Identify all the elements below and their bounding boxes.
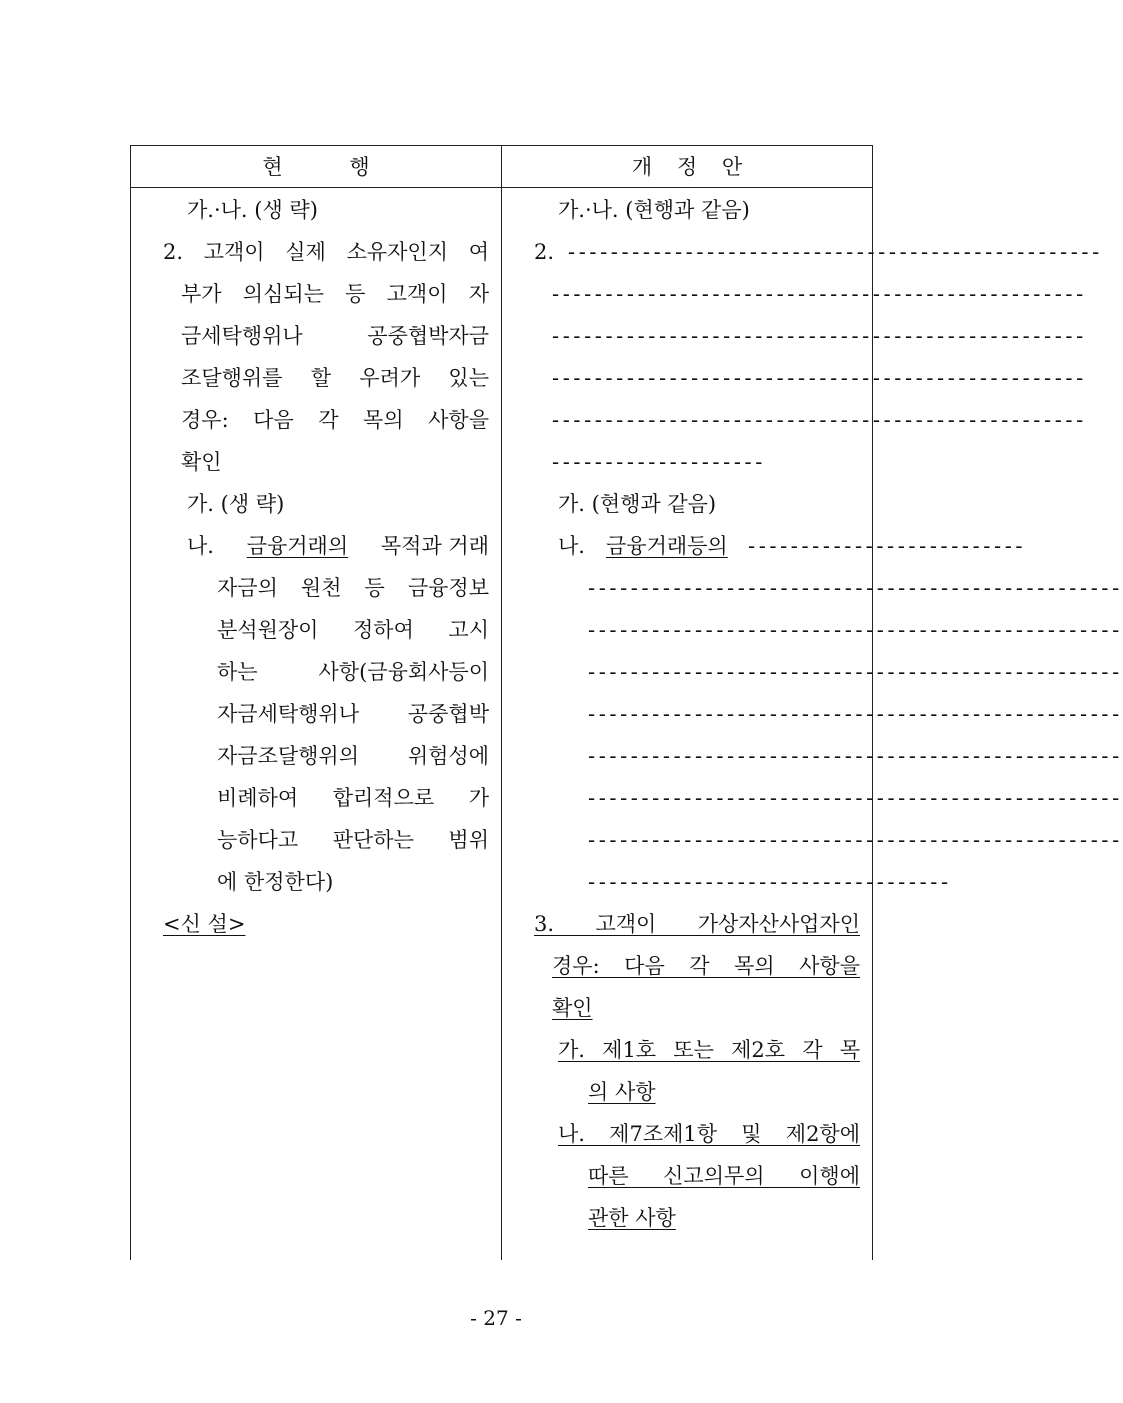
current-sub-na-line: 능하다고 판단하는 범위 [217, 828, 489, 852]
proposed-sub-ga: 가. (현행과 같음) [558, 492, 717, 516]
dash-line: -------------------------------------------------- [552, 408, 1087, 432]
new-provision-mark: <신 설> [163, 912, 246, 936]
proposed-item3-ga-line: 가. 제1호 또는 제2호 각 목 [558, 1038, 860, 1062]
current-sub-na-line: 비례하여 합리적으로 가 [217, 786, 489, 810]
current-item2-line: 금세탁행위나 공중협박자금 [181, 324, 489, 348]
proposed-item3-line: 3. 고객이 가상자산사업자인 [534, 912, 860, 936]
current-sub-ga: 가. (생 략) [187, 492, 285, 516]
dash-line: -------------------------------------------------- [588, 618, 1123, 642]
dash-line: ---------------------------------- [588, 870, 952, 894]
current-sub-na-first-line [187, 525, 489, 567]
dash-line: -------------------------------------------------- [552, 282, 1087, 306]
dash-line: -------------------------- [748, 534, 1027, 558]
dash-line: -------------------------------------------------- [552, 324, 1087, 348]
proposed-item3-line: 확인 [552, 996, 593, 1020]
current-item2-line: 확인 [181, 450, 222, 474]
dash-line: -------------------- [552, 450, 766, 474]
current-item2-line: 조달행위를 할 우려가 있는 [181, 366, 489, 390]
dash-line: -------------------------------------------------- [588, 576, 1123, 600]
dash-line: -------------------------------------------------- [552, 366, 1087, 390]
current-sub-na-line: 자금의 원천 등 금융정보 [217, 576, 489, 600]
proposed-item3-ga-line: 의 사항 [588, 1080, 656, 1104]
dash-line: -------------------------------------------------- [588, 660, 1123, 684]
proposed-sub-na-prefix: 나. [558, 534, 585, 558]
current-sub-na-line: 에 한정한다) [217, 870, 334, 894]
header-proposed: 개 정 안 [631, 155, 743, 179]
proposed-item2-prefix: 2. [534, 240, 555, 264]
dash-line: -------------------------------------------------- [588, 744, 1123, 768]
proposed-item3-na-line: 따른 신고의무의 이행에 [588, 1164, 860, 1188]
current-item-ga-na: 가.·나. (생 략) [187, 198, 318, 222]
proposed-sub-na-underlined: 금융거래등의 [606, 534, 728, 558]
current-sub-na-underlined: 금융거래의 [246, 534, 349, 558]
proposed-item3-na-line: 나. 제7조제1항 및 제2항에 [558, 1122, 860, 1146]
current-sub-na-line: 자금세탁행위나 공중협박 [217, 702, 489, 726]
current-sub-na-line: 분석원장이 정하여 고시 [217, 618, 489, 642]
current-sub-na-prefix: 나. [187, 534, 214, 558]
proposed-item3-na-line: 관한 사항 [588, 1206, 676, 1230]
header-current: 현 행 [262, 155, 370, 179]
column-divider [501, 146, 502, 1260]
current-item2-line: 경우: 다음 각 목의 사항을 [181, 408, 489, 432]
current-sub-na-rest: 목적과 거래 [380, 534, 489, 558]
current-sub-na-line: 하는 사항(금융회사등이 [217, 660, 489, 684]
dash-line: -------------------------------------------------- [588, 828, 1123, 852]
dash-line: -------------------------------------------------- [568, 240, 1103, 264]
dash-line: -------------------------------------------------- [588, 786, 1123, 810]
proposed-item3-line: 경우: 다음 각 목의 사항을 [552, 954, 860, 978]
current-item2-line: 부가 의심되는 등 고객이 자 [181, 282, 489, 306]
comparison-table [130, 145, 1123, 1260]
proposed-item-ga-na: 가.·나. (현행과 같음) [558, 198, 750, 222]
current-item2-line: 2. 고객이 실제 소유자인지 여 [163, 240, 489, 264]
dash-line: -------------------------------------------------- [588, 702, 1123, 726]
current-sub-na-line: 자금조달행위의 위험성에 [217, 744, 489, 768]
page-number: - 27 - [470, 1306, 522, 1330]
